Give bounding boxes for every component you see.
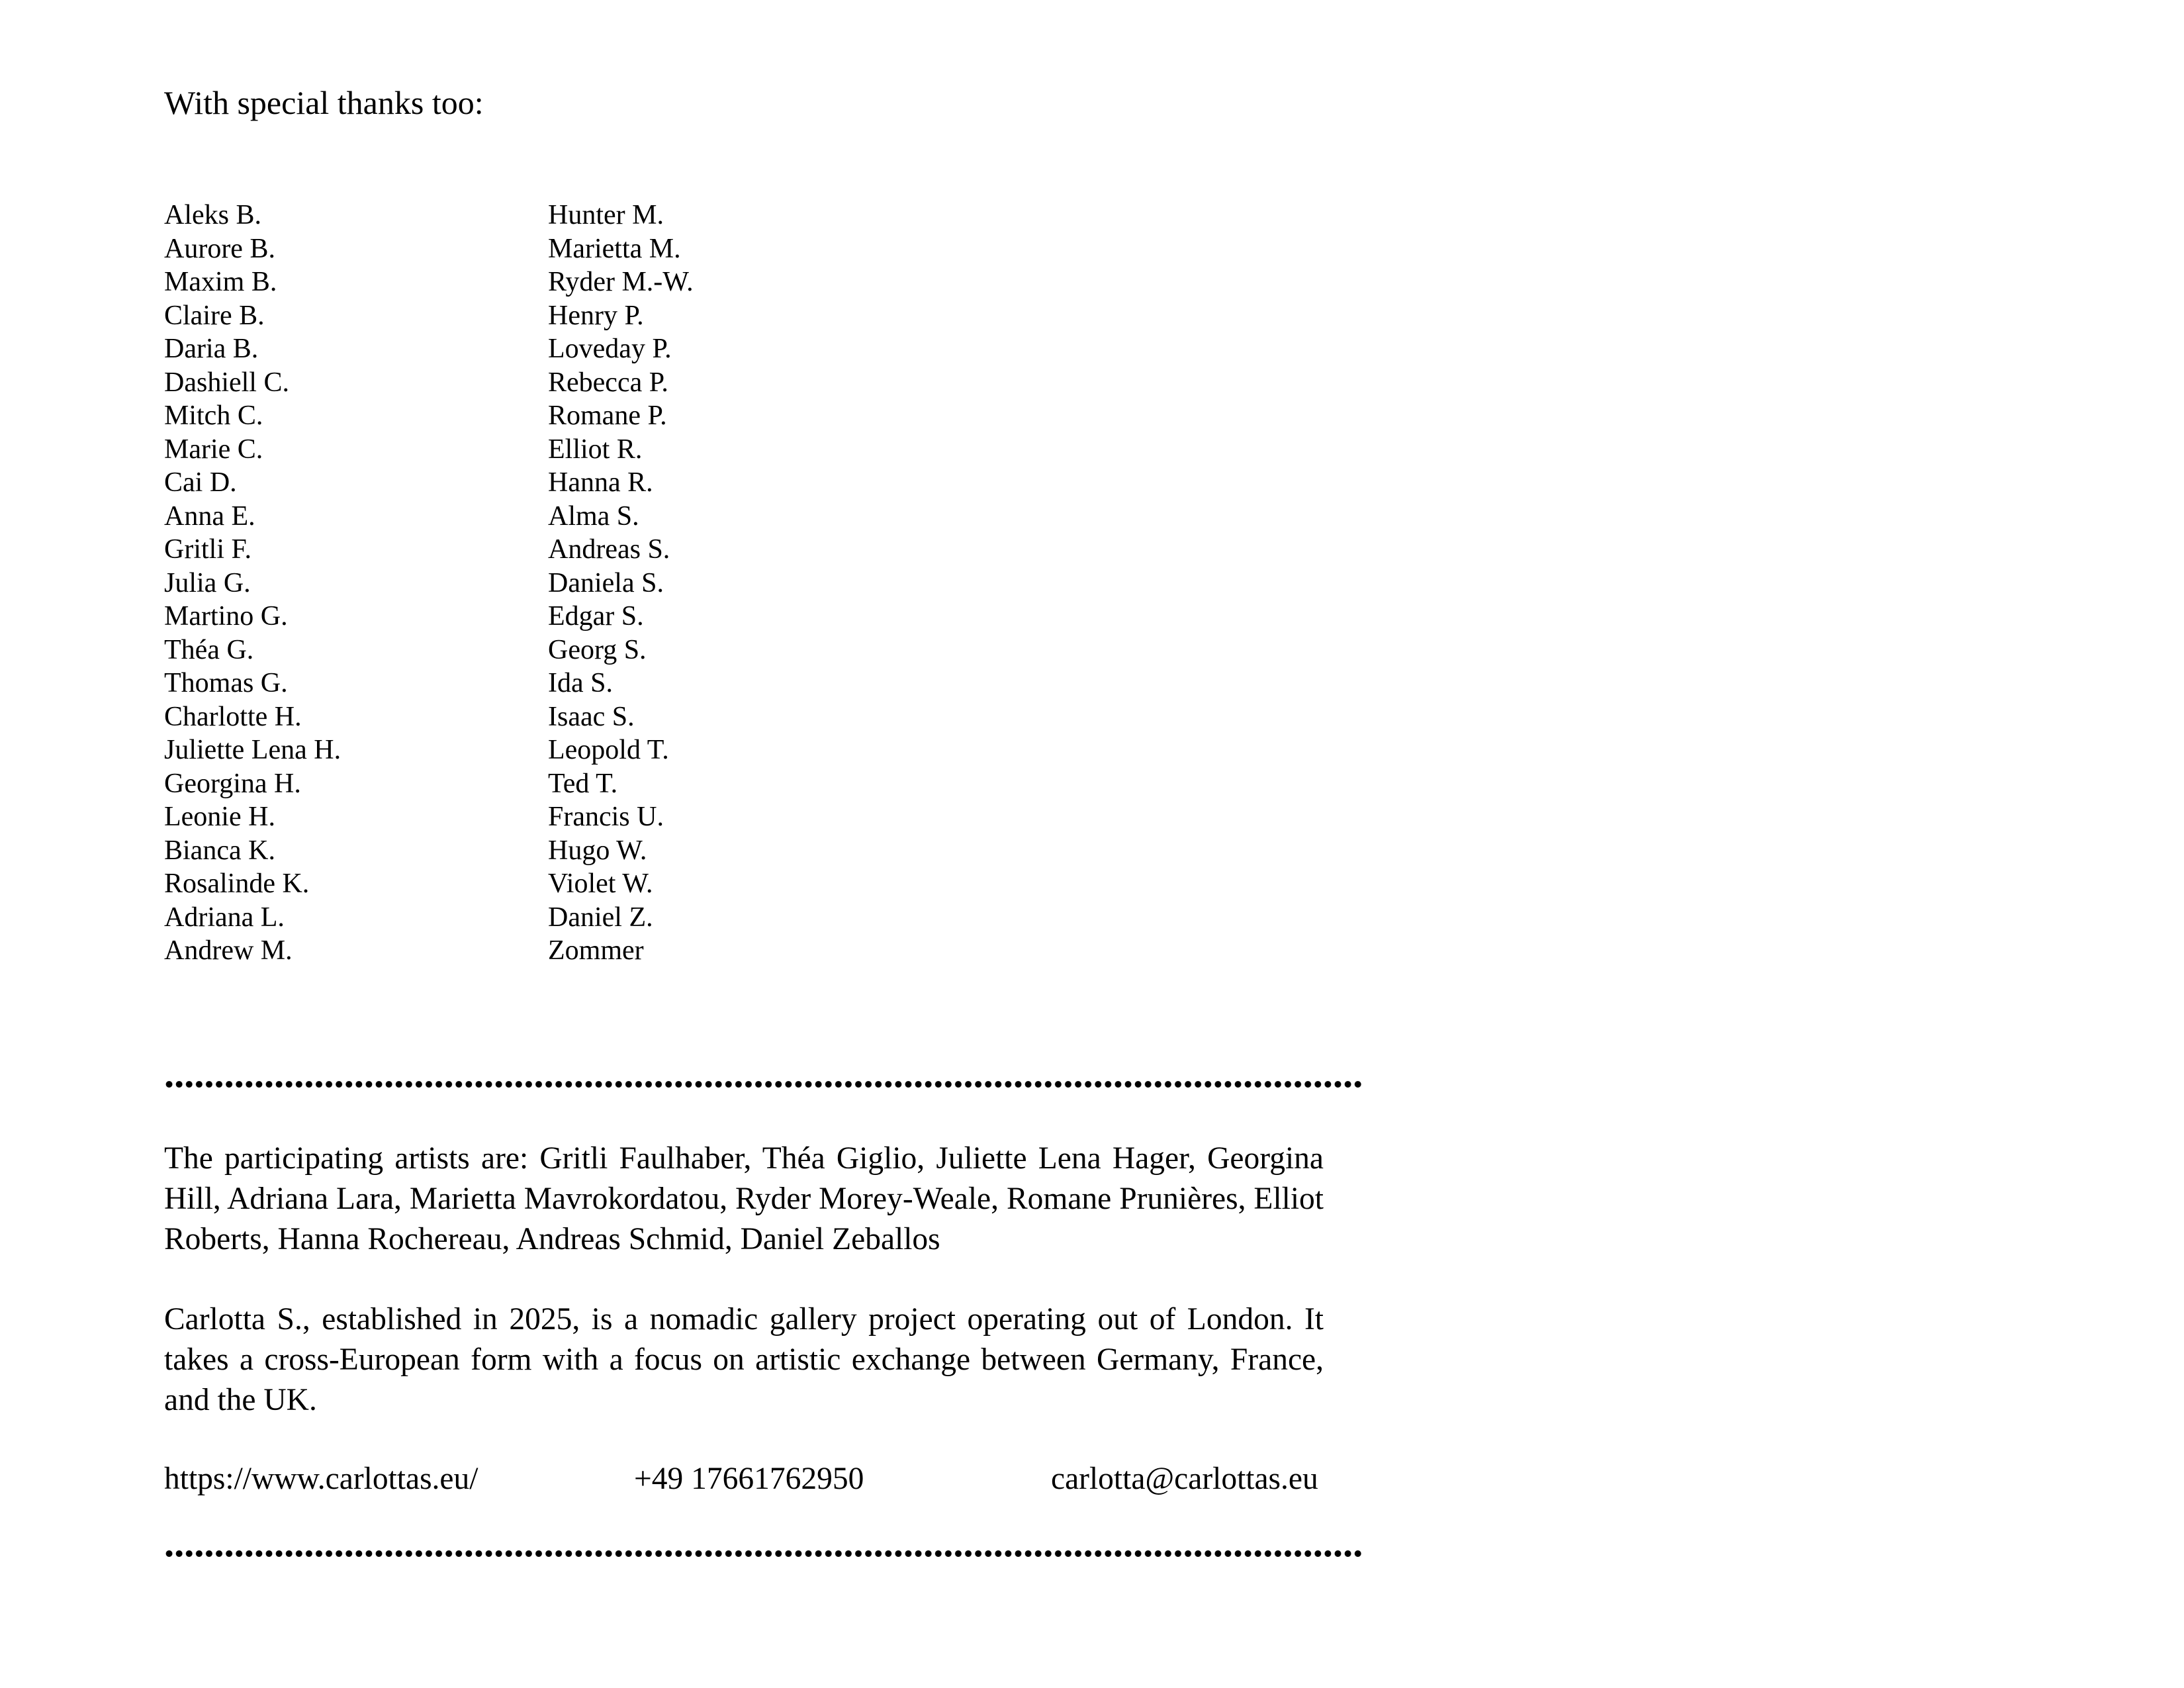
thanks-name: Bianca K. (164, 835, 275, 866)
thanks-name: Marietta M. (548, 233, 681, 264)
thanks-name: Ryder M.-W. (548, 267, 694, 297)
thanks-name: Daniela S. (548, 567, 664, 598)
thanks-name: Julia G. (164, 567, 251, 598)
thanks-name: Andreas S. (548, 534, 670, 565)
thanks-name: Edgar S. (548, 601, 644, 632)
thanks-name: Cai D. (164, 467, 237, 498)
thanks-name: Ida S. (548, 668, 613, 698)
thanks-name: Zommer (548, 935, 644, 966)
thanks-name: Anna E. (164, 500, 255, 532)
thanks-name: Maxim B. (164, 267, 277, 297)
thanks-name: Rebecca P. (548, 367, 668, 398)
thanks-name: Hanna R. (548, 467, 653, 498)
thanks-name: Martino G. (164, 601, 288, 632)
email-link[interactable]: carlotta@carlottas.eu (1051, 1462, 1318, 1496)
thanks-name: Ted T. (548, 768, 618, 799)
dotted-divider-bottom (164, 1550, 1363, 1557)
thanks-name: Andrew M. (164, 935, 293, 966)
thanks-name: Georgina H. (164, 768, 301, 799)
thanks-name: Aurore B. (164, 233, 275, 264)
thanks-name: Aleks B. (164, 200, 261, 230)
thanks-name: Charlotte H. (164, 701, 302, 732)
thanks-name: Leopold T. (548, 735, 669, 765)
participating-artists-paragraph: The participating artists are: Gritli Faulhaber, Théa Giglio, Juliette Lena Hager, Georgina Hill, Adriana Lara, Marietta Mavrokordatou, Ryder Morey-Weale, Romane Prunières, Elliot Roberts, Hanna Rochereau, Andreas Schmid, Daniel Zeballos (164, 1141, 1324, 1256)
thanks-name: Elliot R. (548, 434, 643, 465)
thanks-name: Adriana L. (164, 902, 285, 933)
thanks-heading: With special thanks too: (164, 84, 484, 121)
thanks-name: Violet W. (548, 868, 653, 899)
dotted-divider-top (164, 1081, 1363, 1088)
thanks-name: Juliette Lena H. (164, 735, 341, 765)
phone-number: +49 17661762950 (634, 1462, 864, 1496)
thanks-name: Dashiell C. (164, 367, 289, 398)
thanks-name: Daria B. (164, 334, 259, 364)
thanks-names-left-column (164, 199, 341, 968)
website-link[interactable]: https://www.carlottas.eu/ (164, 1462, 478, 1496)
thanks-name: Georg S. (548, 634, 647, 665)
thanks-name: Alma S. (548, 500, 639, 532)
thanks-name: Hugo W. (548, 835, 647, 866)
thanks-name: Francis U. (548, 802, 664, 832)
thanks-name: Daniel Z. (548, 902, 653, 933)
thanks-names-right-column (548, 199, 694, 968)
thanks-name: Théa G. (164, 634, 254, 665)
thanks-name: Hunter M. (548, 200, 664, 230)
thanks-name: Henry P. (548, 300, 644, 331)
thanks-name: Romane P. (548, 400, 667, 431)
thanks-name: Thomas G. (164, 668, 288, 698)
thanks-name: Claire B. (164, 300, 265, 331)
thanks-name: Loveday P. (548, 334, 672, 364)
thanks-name: Gritli F. (164, 534, 251, 565)
thanks-name: Leonie H. (164, 802, 275, 832)
thanks-name: Mitch C. (164, 400, 263, 431)
thanks-name: Marie C. (164, 434, 263, 465)
thanks-name: Rosalinde K. (164, 868, 310, 899)
thanks-name: Isaac S. (548, 701, 635, 732)
about-gallery-paragraph: Carlotta S., established in 2025, is a nomadic gallery project operating out of London. It takes a cross-European form with a focus on artistic exchange between Germany, France, and the UK. (164, 1302, 1324, 1417)
